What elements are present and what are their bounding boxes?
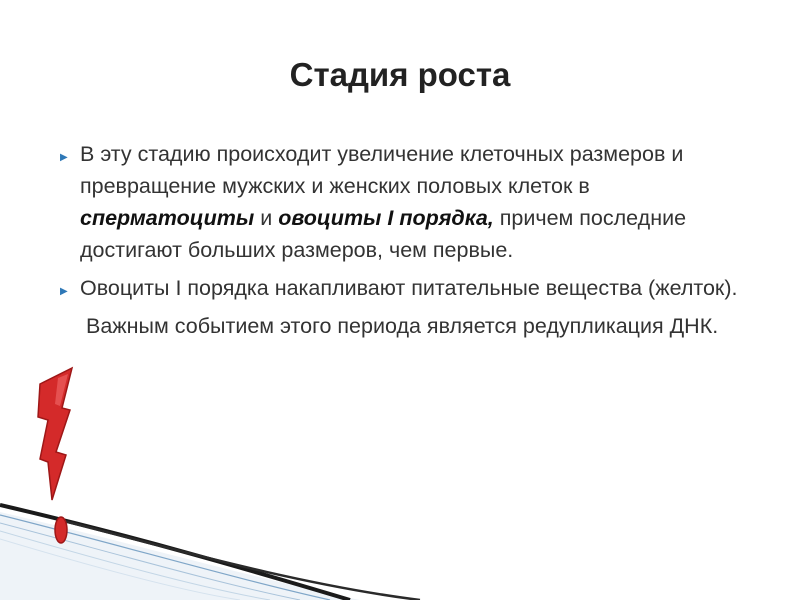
triangle-bullet-icon: ▶ <box>60 152 68 163</box>
paragraph-1 <box>58 138 748 266</box>
paragraph-1-text-3: причем последние достигают больших размеров, чем первые. <box>80 206 687 262</box>
paragraph-2-text: Овоциты I порядка накапливают питательные вещества (желток). <box>80 276 738 300</box>
triangle-bullet-icon: ▶ <box>60 286 68 297</box>
paragraph-3 <box>58 310 748 342</box>
paragraph-1-text-2: и <box>254 206 279 230</box>
paragraph-2 <box>58 272 748 304</box>
paragraph-1-text-1: В эту стадию происходит увеличение клеточных размеров и превращение мужских и женских половых клеток в <box>80 142 684 198</box>
slide-title: Стадия роста <box>289 56 511 93</box>
term-spermatocytes: сперматоциты <box>80 206 255 230</box>
paragraph-3-text: Важным событием этого периода является редупликация ДНК. <box>86 314 719 338</box>
slide-body <box>58 138 748 348</box>
term-oocytes: овоциты I порядка, <box>278 206 494 230</box>
